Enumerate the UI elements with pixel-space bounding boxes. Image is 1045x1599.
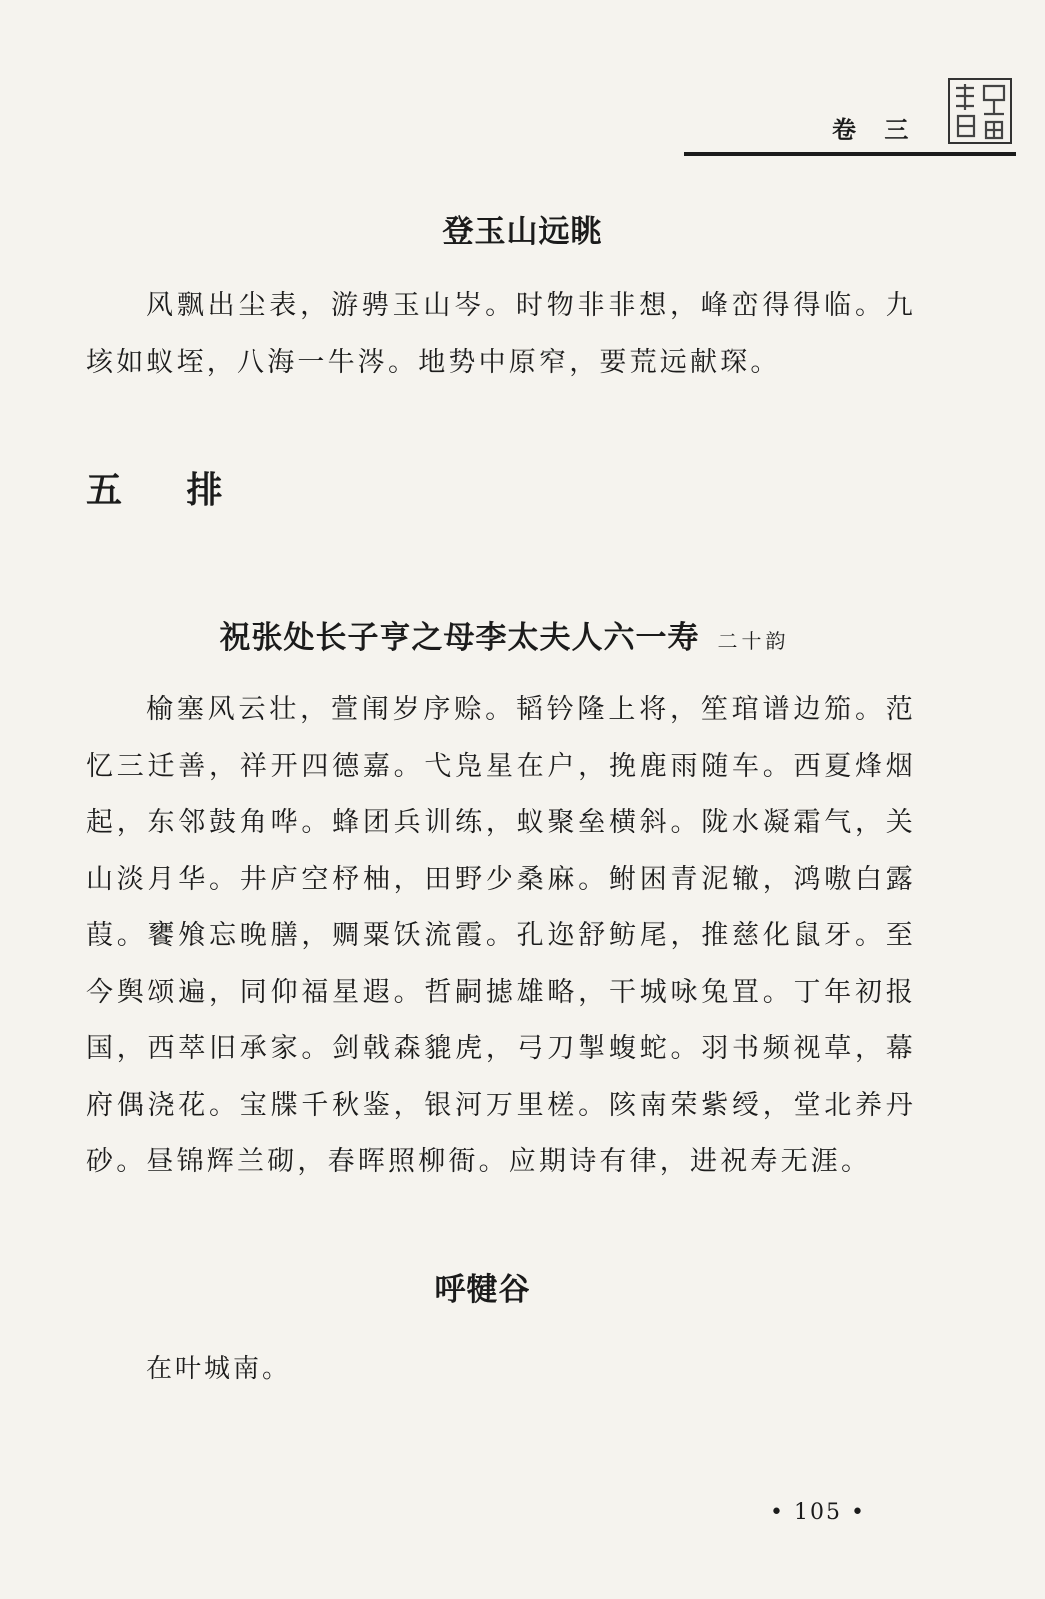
poem-body-1: 风飘出尘表，游骋玉山岑。时物非非想，峰峦得得临。九垓如蚁垤，八海一牛涔。地势中原窄，要荒远献琛。 <box>86 290 916 378</box>
poem-title-2-note: 二十韵 <box>717 629 790 653</box>
entry-note: 在叶城南。 <box>146 1354 292 1384</box>
chapter-label: 卷 三 <box>832 116 919 144</box>
poem-title-1: 登玉山远眺 <box>442 214 603 250</box>
running-header <box>684 72 1016 162</box>
header-rule <box>684 152 1016 156</box>
section-heading: 五 排 <box>86 469 249 511</box>
entry-title: 呼犍谷 <box>434 1272 531 1308</box>
seal-stamp-icon <box>946 76 1014 146</box>
poem-title-2 <box>0 612 1027 657</box>
poem-body-2: 榆塞风云壮，萱闱岁序赊。韬钤隆上将，笙琯谱边笳。范忆三迁善，祥开四德嘉。弋凫星在户，挽鹿雨随车。西夏烽烟起，东邻鼓角哗。蜂团兵训练，蚁聚垒横斜。陇水凝霜气，关山淡月华。井庐空杼柚，田野少桑麻。鲋困青泥辙，鸿嗷白露葭。饔飧忘晚膳，赒粟饫流霞。孔迩舒鲂尾，推慈化鼠牙。至今舆颂遍，同仰福星遐。哲嗣摅雄略，干城咏兔罝。丁年初报国，西萃旧承家。剑戟森貔虎，弓刀掣蝮蛇。羽书频视草，幕府偶浇花。宝牒千秋鉴，银河万里槎。陔南荣紫绶，堂北养丹砂。昼锦辉兰砌，春晖照柳衙。应期诗有律，进祝寿无涯。 <box>86 694 916 1177</box>
poem-title-2-text: 祝张处长子亨之母李太夫人六一寿 <box>219 620 700 656</box>
page-number: • 105 • <box>770 1500 866 1525</box>
